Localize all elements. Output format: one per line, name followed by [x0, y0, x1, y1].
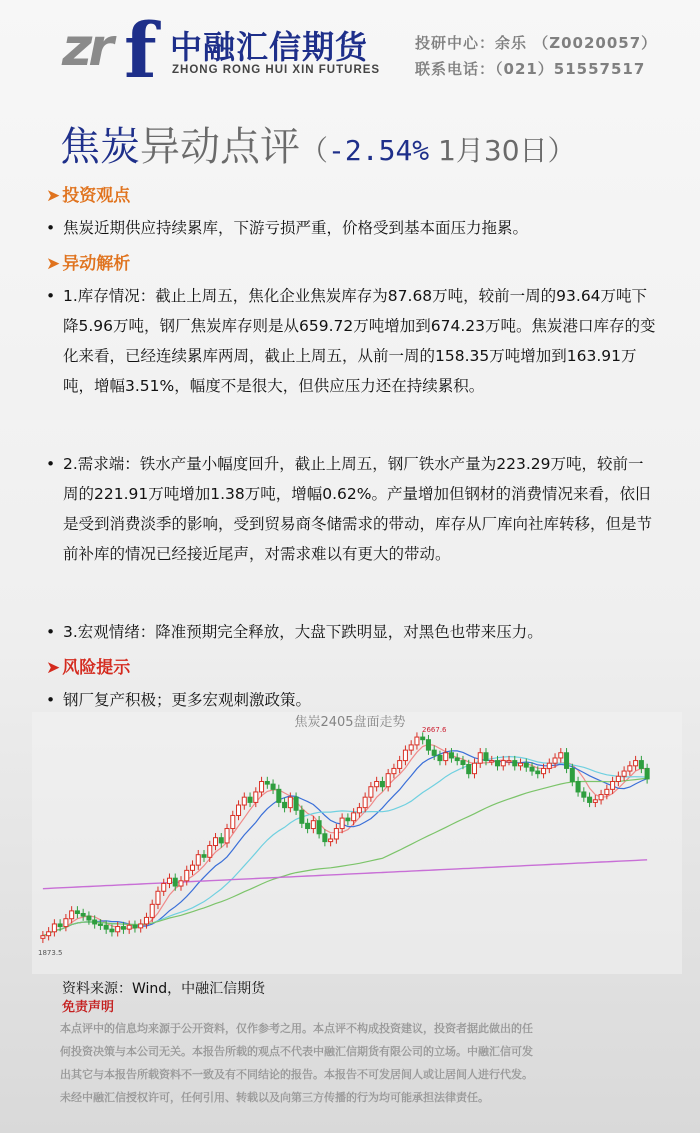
disclaimer-line: 未经中融汇信授权许可，任何引用、转载以及向第三方传播的行为均可能承担法律责任。	[60, 1091, 489, 1104]
candle-body	[369, 787, 373, 797]
arrow-icon: ➤	[46, 186, 61, 206]
section-analysis-heading: ➤ 异动解析	[46, 254, 131, 274]
candle-body	[639, 761, 643, 769]
risk-item: • 钢厂复产积极；更多宏观刺激政策。	[46, 685, 656, 715]
candle-body	[277, 789, 281, 802]
title-paren: （	[300, 134, 329, 167]
disclaimer-line: 出其它与本报告所载资料不一致及有不同结论的报告。本报告不可发居间人或让居间人进行代发。	[60, 1068, 533, 1081]
candle-body	[403, 750, 407, 760]
phone-contact: 联系电话：（021）51557517	[415, 60, 646, 78]
candle-body	[455, 758, 459, 761]
price-chart	[32, 712, 682, 974]
candle-body	[133, 925, 137, 928]
candle-body	[559, 753, 563, 758]
candle-body	[495, 761, 499, 766]
chart-background	[32, 712, 682, 974]
candle-body	[628, 766, 632, 771]
candle-body	[150, 904, 154, 917]
section-view-heading: ➤ 投资观点	[46, 186, 131, 206]
candle-body	[392, 768, 396, 773]
candle-body	[81, 913, 85, 916]
report-header	[0, 0, 700, 95]
candle-body	[357, 808, 361, 813]
bullet-icon: •	[46, 455, 56, 473]
candle-body	[75, 911, 79, 914]
disclaimer-line: 本点评中的信息均来源于公开资料，仅作参考之用。本点评不构成投资建议，投资者据此做出的任	[60, 1022, 533, 1035]
candle-body	[611, 782, 615, 790]
candle-body	[346, 818, 350, 821]
candle-body	[98, 924, 102, 926]
candle-body	[409, 745, 413, 750]
candle-body	[104, 925, 108, 929]
candle-body	[570, 768, 574, 781]
candle-body	[398, 761, 402, 769]
candle-body	[513, 761, 517, 766]
candle-body	[311, 821, 315, 829]
candle-body	[208, 846, 212, 858]
candle-body	[121, 927, 125, 930]
title-type: 异动点评	[140, 124, 300, 170]
candle-body	[288, 797, 292, 807]
candle-body	[156, 891, 160, 904]
candle-body	[162, 883, 166, 891]
candle-body	[87, 916, 91, 920]
candle-body	[542, 768, 546, 773]
candle-body	[444, 753, 448, 761]
candle-body	[490, 761, 494, 763]
candle-body	[214, 838, 218, 846]
candle-body	[260, 782, 264, 792]
logo-company-name: 中融汇信期货	[170, 28, 369, 66]
section-risk-heading: ➤ 风险提示	[46, 658, 131, 678]
candle-body	[317, 821, 321, 834]
candle-body	[323, 834, 327, 842]
candle-body	[380, 782, 384, 787]
candle-body	[300, 810, 304, 823]
candle-body	[202, 855, 206, 858]
candle-body	[415, 737, 419, 745]
candle-body	[576, 782, 580, 792]
candle-body	[283, 802, 287, 807]
candle-body	[294, 797, 298, 810]
candle-body	[329, 839, 333, 842]
candle-body	[645, 768, 649, 778]
title-change: -2.54%	[328, 134, 430, 167]
disclaimer-line: 何投资决策与本公司无关。本报告所载的观点不代表中融汇信期货有限公司的立场。中融汇信可发	[60, 1045, 533, 1058]
candle-body	[375, 782, 379, 787]
candle-body	[478, 753, 482, 763]
candle-body	[524, 763, 528, 767]
analyst-contact: 投研中心：余乐 （Z0020057）	[415, 34, 658, 52]
analysis-item-inventory: • 1.库存情况：截止上周五，焦化企业焦炭库存为87.68万吨，较前一周的93.64万吨下降5.96万吨，钢厂焦炭库存则是从659.72万吨增加到674.23万吨。焦炭港口库存的变化来看，已经连续累库两周，截止上周五，从前一周的158.35万吨增加到163.91万吨，增幅3.51%，幅度不是很大，但供应压力还在持续累积。	[46, 281, 656, 401]
candle-body	[248, 797, 252, 802]
candle-body	[127, 925, 131, 929]
candle-body	[237, 805, 241, 815]
title-commodity: 焦炭	[60, 124, 140, 170]
candle-body	[426, 740, 430, 750]
candle-body	[507, 761, 511, 763]
candle-body	[219, 838, 223, 843]
candle-body	[116, 927, 120, 932]
disclaimer-text	[60, 1017, 660, 1109]
candle-body	[340, 818, 344, 828]
arrow-icon: ➤	[46, 658, 61, 678]
candle-body	[553, 758, 557, 763]
candle-body	[139, 924, 143, 928]
candle-body	[588, 797, 592, 802]
candle-body	[64, 919, 68, 927]
high-label: 2667.6	[422, 726, 447, 734]
candle-body	[605, 789, 609, 794]
candle-body	[70, 911, 74, 919]
title-date: 1月30日）	[429, 134, 576, 167]
candle-body	[242, 797, 246, 805]
data-source: 资料来源：Wind，中融汇信期货	[62, 981, 266, 997]
candle-body	[438, 755, 442, 760]
candle-body	[565, 753, 569, 769]
candle-body	[536, 771, 540, 774]
candle-body	[52, 924, 56, 932]
candle-body	[421, 737, 425, 740]
candle-body	[472, 763, 476, 773]
candle-body	[530, 767, 534, 771]
candle-body	[352, 813, 356, 821]
candle-body	[41, 936, 45, 939]
analysis-item-macro: • 3.宏观情绪：降准预期完全释放，大盘下跌明显，对黑色也带来压力。	[46, 617, 656, 647]
candle-body	[254, 792, 258, 802]
bullet-icon: •	[46, 691, 56, 709]
candle-body	[634, 761, 638, 766]
candle-body	[432, 750, 436, 755]
candle-body	[461, 761, 465, 765]
candle-body	[334, 829, 338, 839]
candle-body	[547, 763, 551, 768]
candle-body	[231, 815, 235, 828]
bullet-icon: •	[46, 287, 56, 305]
candle-body	[306, 823, 310, 828]
disclaimer-title: 免责声明	[62, 1000, 115, 1015]
candle-body	[265, 782, 269, 785]
candle-body	[484, 753, 488, 761]
candle-body	[110, 929, 114, 932]
candle-body	[616, 776, 620, 781]
analysis-item-demand: • 2.需求端：铁水产量小幅度回升，截止上周五，钢厂铁水产量为223.29万吨，较前一周的221.91万吨增加1.38万吨，增幅0.62%。产量增加但钢材的消费情况来看，依旧是受到消费淡季的影响，受到贸易商冬储需求的带动，库存从厂库向社库转移，但是节前补库的情况已经接近尾声，对需求难以有更大的带动。	[46, 449, 656, 569]
candle-body	[449, 753, 453, 758]
candle-body	[599, 795, 603, 800]
logo-mark-f: f	[124, 6, 157, 95]
candle-body	[582, 792, 586, 797]
view-item: • 焦炭近期供应持续累库，下游亏损严重，价格受到基本面压力拖累。	[46, 213, 656, 243]
candle-body	[519, 763, 523, 766]
candle-body	[622, 771, 626, 776]
candle-body	[179, 881, 183, 886]
candle-body	[47, 932, 51, 936]
logo-mark-zr: zr	[62, 18, 110, 78]
bullet-icon: •	[46, 623, 56, 641]
candle-body	[467, 765, 471, 774]
candle-body	[196, 855, 200, 865]
candle-body	[593, 800, 597, 803]
arrow-icon: ➤	[46, 254, 61, 274]
report-title	[60, 115, 576, 172]
candle-body	[271, 784, 275, 789]
candle-body	[363, 797, 367, 807]
candle-body	[167, 878, 171, 883]
logo-company-name-en: ZHONG RONG HUI XIN FUTURES	[172, 64, 381, 76]
candle-body	[93, 920, 97, 924]
candle-body	[225, 829, 229, 843]
candle-body	[58, 924, 62, 927]
low-label: 1873.5	[38, 949, 63, 957]
candle-body	[386, 774, 390, 787]
candle-body	[144, 917, 148, 924]
candle-body	[185, 870, 189, 880]
candle-body	[190, 865, 194, 870]
candle-body	[501, 761, 505, 766]
bullet-icon: •	[46, 219, 56, 237]
candle-body	[173, 878, 177, 886]
